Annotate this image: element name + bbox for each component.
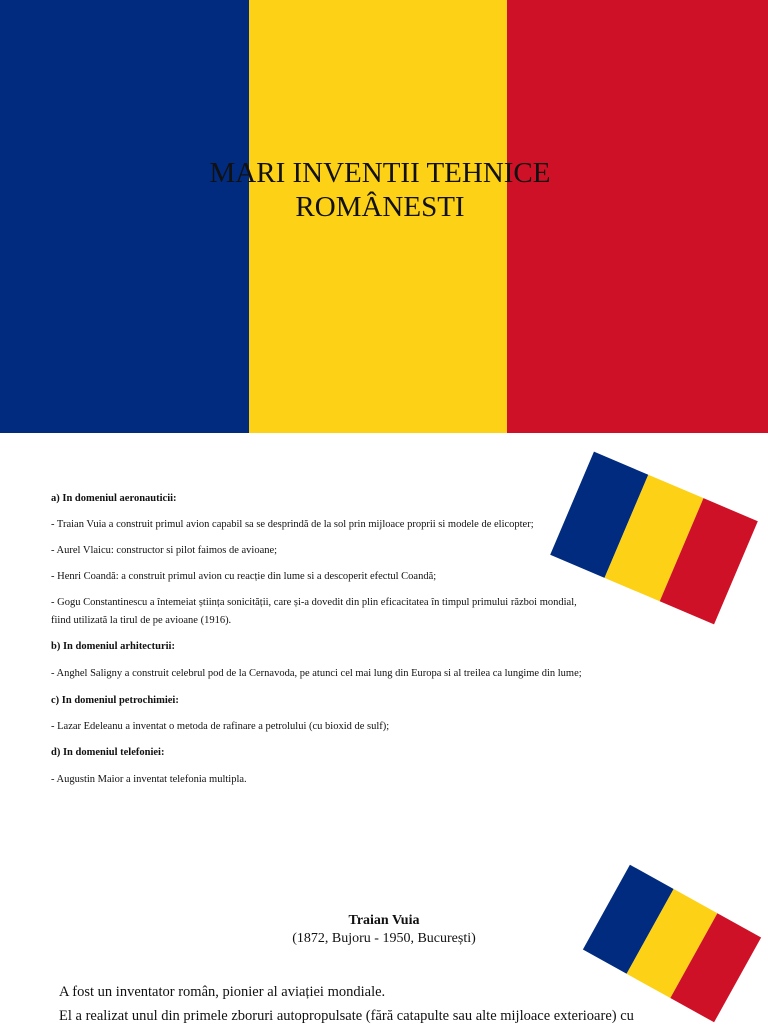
bio-dates: (1872, Bujoru - 1950, București) [292, 931, 476, 946]
title-slide [0, 0, 768, 433]
bio-paragraph-line: A fost un inventator român, pionier al aviației mondiale. [59, 984, 386, 1000]
list-item: - Traian Vuia a construit primul avion capabil sa se desprindă de la sol prin mijloace proprii si modele de elicopter; [51, 519, 534, 530]
heading-petrochemistry: c) In domeniul petrochimiei: [51, 695, 179, 706]
list-item: - Anghel Saligny a construit celebrul pod de la Cernavoda, pe atunci cel mai lung din Europa si al treilea ca lungime din lume; [51, 668, 582, 679]
slide-title-line-1: MARI INVENTII TEHNICE [209, 157, 551, 189]
slide-title-line-2: ROMÂNESTI [295, 191, 465, 223]
list-item: - Aurel Vlaicu: constructor si pilot faimos de avioane; [51, 545, 278, 556]
heading-aeronautics: a) In domeniul aeronauticii: [51, 493, 177, 504]
slide-title [0, 156, 760, 224]
bio-paragraph-line: El a realizat unul din primele zboruri autopropulsate (fără catapulte sau alte mijloace exterioare) cu [59, 1008, 634, 1024]
heading-telephony: d) In domeniul telefoniei: [51, 747, 165, 758]
list-item: - Gogu Constantinescu a întemeiat știința sonicității, care și-a dovedit din plin eficacitatea în timpul primului război mondial, [51, 597, 577, 608]
list-item: - Augustin Maior a inventat telefonia multipla. [51, 774, 247, 785]
bio-name: Traian Vuia [348, 913, 420, 928]
heading-architecture: b) In domeniul arhitecturii: [51, 641, 175, 652]
list-item: - Henri Coandă: a construit primul avion cu reacție din lume si a descoperit efectul Coandă; [51, 571, 437, 582]
list-item: fiind utilizată la tirul de pe avioane (1916). [51, 615, 232, 626]
list-item: - Lazar Edeleanu a inventat o metoda de rafinare a petrolului (cu bioxid de sulf); [51, 721, 390, 732]
